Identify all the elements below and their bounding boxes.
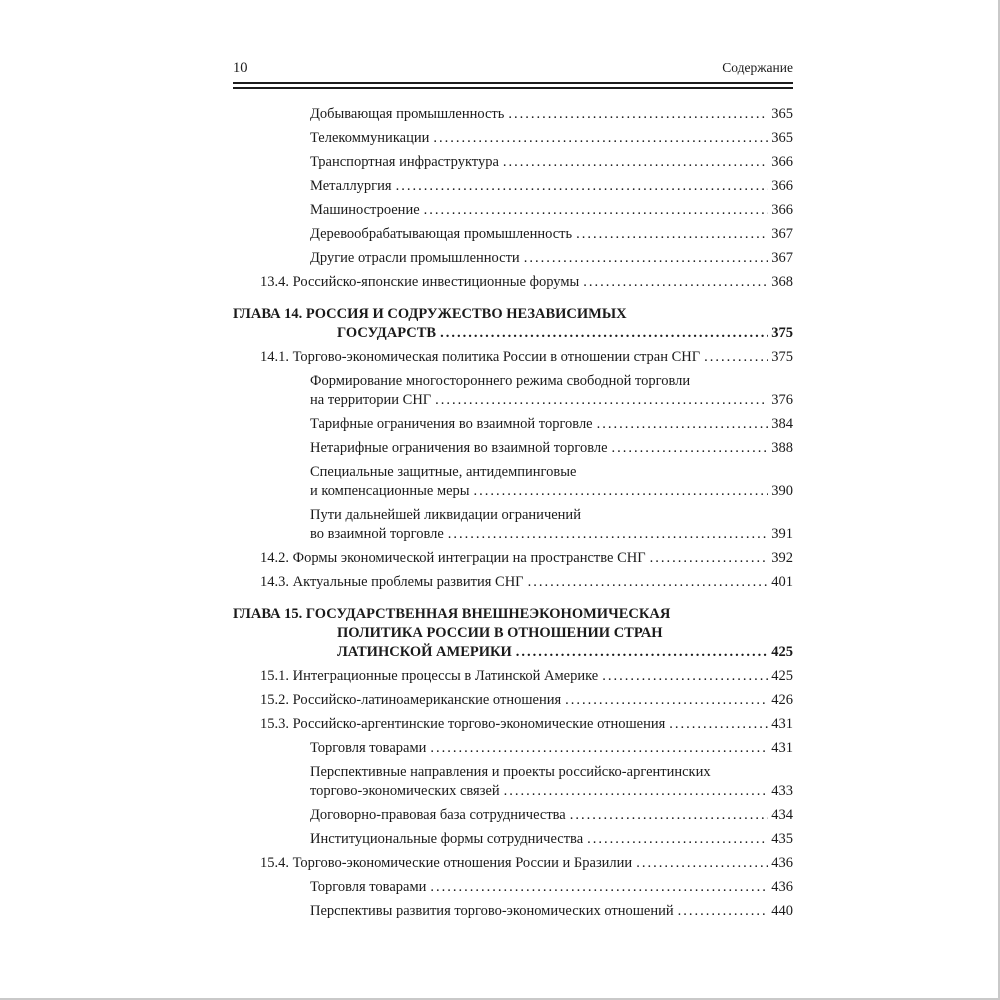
toc-entry-line [260, 715, 793, 734]
dot-leader [524, 249, 769, 268]
toc-entry-text: 15.2. Российско-латиноамериканские отношения [260, 692, 562, 708]
dot-leader [587, 830, 768, 849]
toc-entry-line [310, 782, 793, 801]
toc-entry-line [310, 225, 793, 244]
toc-entry-line [310, 878, 793, 897]
dot-leader [503, 153, 768, 172]
dot-leader [576, 225, 768, 244]
dot-leader [528, 573, 769, 592]
toc-entry-text: Договорно-правовая база сотрудничества [310, 807, 566, 823]
toc-entry [233, 605, 793, 662]
toc-entry [233, 372, 793, 410]
toc-entry-line [310, 372, 793, 391]
toc-entry-page: 440 [771, 903, 793, 919]
dot-leader [612, 439, 769, 458]
toc-entry [233, 153, 793, 172]
toc-entry-text: Другие отрасли промышленности [310, 250, 520, 266]
toc-entry-line [310, 105, 793, 124]
toc-entry [233, 739, 793, 758]
toc-entry [233, 715, 793, 734]
toc-entry-page: 431 [771, 740, 793, 756]
toc-entry-text: 14.2. Формы экономической интеграции на пространстве СНГ [260, 550, 646, 566]
toc-entry-text: ПОЛИТИКА РОССИИ В ОТНОШЕНИИ СТРАН [337, 625, 663, 641]
toc-entry-line [260, 549, 793, 568]
toc-entry-line [310, 129, 793, 148]
toc-entry-page: 426 [771, 692, 793, 708]
toc-entry [233, 439, 793, 458]
dot-leader [433, 129, 768, 148]
toc-entry-text: 14.1. Торгово-экономическая политика России в отношении стран СНГ [260, 349, 701, 365]
toc-entry [233, 105, 793, 124]
toc-entry-line [310, 806, 793, 825]
toc-entry [233, 305, 793, 343]
toc-entry-line [310, 525, 793, 544]
toc-entry-text: 14.3. Актуальные проблемы развития СНГ [260, 574, 524, 590]
toc-entry-page: 366 [771, 202, 793, 218]
toc-entry [233, 806, 793, 825]
toc-entry-text: ЛАТИНСКОЙ АМЕРИКИ [337, 644, 512, 660]
dot-leader [440, 324, 768, 343]
toc-entry-line [310, 153, 793, 172]
toc-entry-line [233, 305, 793, 324]
toc-entry-text: Транспортная инфраструктура [310, 154, 499, 170]
dot-leader [583, 273, 768, 292]
page-number: 10 [233, 60, 248, 76]
toc-entry [233, 177, 793, 196]
toc-entry-text: Тарифные ограничения во взаимной торговле [310, 416, 593, 432]
toc-entry-page: 436 [771, 879, 793, 895]
toc-entry [233, 854, 793, 873]
toc-entry-line [310, 763, 793, 782]
toc-entry-text: 15.1. Интеграционные процессы в Латинской Америке [260, 668, 599, 684]
toc-entry-line [310, 739, 793, 758]
toc-entry-text: ГЛАВА 14. РОССИЯ И СОДРУЖЕСТВО НЕЗАВИСИМЫХ [233, 306, 627, 322]
toc-entry-line [260, 667, 793, 686]
toc-entry-text: Добывающая промышленность [310, 106, 505, 122]
toc-entry [233, 830, 793, 849]
toc-entry-text: Перспективные направления и проекты российско-аргентинских [310, 764, 711, 780]
toc-entry [233, 348, 793, 367]
toc-entry-line [233, 324, 793, 343]
toc-entry-page: 384 [771, 416, 793, 432]
dot-leader [424, 201, 769, 220]
toc-entry-text: Машиностроение [310, 202, 420, 218]
toc-entry [233, 249, 793, 268]
dot-leader [474, 482, 769, 501]
toc-entry-page: 436 [771, 855, 793, 871]
toc-entry [233, 506, 793, 544]
toc-entry-text: и компенсационные меры [310, 483, 470, 499]
toc-entry-text: торгово-экономических связей [310, 783, 500, 799]
toc-entry [233, 691, 793, 710]
dot-leader [669, 715, 768, 734]
toc-entry-page: 365 [771, 106, 793, 122]
toc-entry-text: Телекоммуникации [310, 130, 430, 146]
toc-entry-page: 425 [771, 668, 793, 684]
toc-entry-text: 13.4. Российско-японские инвестиционные форумы [260, 274, 580, 290]
dot-leader [516, 643, 768, 662]
toc-entry-text: во взаимной торговле [310, 526, 444, 542]
toc-entry-line [260, 573, 793, 592]
toc-entry [233, 129, 793, 148]
toc-entry-page: 375 [771, 325, 793, 341]
toc-entry [233, 415, 793, 434]
toc-entry-page: 368 [771, 274, 793, 290]
dot-leader [448, 525, 768, 544]
toc-entry-line [310, 177, 793, 196]
toc-entry-line [310, 201, 793, 220]
toc-entry-page: 434 [771, 807, 793, 823]
toc-entry-line [260, 854, 793, 873]
dot-leader [430, 739, 768, 758]
toc-entry-page: 425 [771, 644, 793, 660]
toc-entry [233, 763, 793, 801]
toc-entry-text: ГОСУДАРСТВ [337, 325, 437, 341]
toc-entry-line [260, 348, 793, 367]
page-content [233, 60, 793, 926]
toc-entry-text: Металлургия [310, 178, 392, 194]
toc-entry-line [310, 415, 793, 434]
dot-leader [504, 782, 769, 801]
toc-entry-text: Торговля товарами [310, 740, 427, 756]
toc-entry-page: 435 [771, 831, 793, 847]
toc-entry-text: Пути дальнейшей ликвидации ограничений [310, 507, 581, 523]
dot-leader [704, 348, 768, 367]
toc-entry-page: 365 [771, 130, 793, 146]
dot-leader [435, 391, 768, 410]
toc-entry [233, 549, 793, 568]
toc-entry-text: ГЛАВА 15. ГОСУДАРСТВЕННАЯ ВНЕШНЕЭКОНОМИЧЕСКАЯ [233, 606, 671, 622]
toc-entry-line [310, 391, 793, 410]
toc-entry-line [310, 902, 793, 921]
toc-entry-page: 376 [771, 392, 793, 408]
toc-entry-text: Торговля товарами [310, 879, 427, 895]
toc-entry-page: 391 [771, 526, 793, 542]
dot-leader [602, 667, 768, 686]
toc-entry-line [310, 506, 793, 525]
dot-leader [650, 549, 769, 568]
toc-entry [233, 878, 793, 897]
toc-entry-line [233, 624, 793, 643]
dot-leader [597, 415, 769, 434]
dot-leader [565, 691, 768, 710]
toc-entry-text: Институциональные формы сотрудничества [310, 831, 584, 847]
toc-entry-line [260, 691, 793, 710]
toc-entry-page: 366 [771, 178, 793, 194]
toc-entry-text: 15.4. Торгово-экономические отношения России и Бразилии [260, 855, 633, 871]
toc-entry-line [310, 482, 793, 501]
toc-entry [233, 225, 793, 244]
toc-entry-line [310, 830, 793, 849]
toc-entry-text: Формирование многостороннего режима свободной торговли [310, 373, 691, 389]
toc-entry-page: 433 [771, 783, 793, 799]
toc-entry-page: 431 [771, 716, 793, 732]
toc-entry [233, 573, 793, 592]
toc-entry-page: 366 [771, 154, 793, 170]
dot-leader [430, 878, 768, 897]
dot-leader [636, 854, 768, 873]
toc-entry-text: Специальные защитные, антидемпинговые [310, 464, 577, 480]
toc-list [233, 105, 793, 921]
dot-leader [570, 806, 769, 825]
toc-entry [233, 463, 793, 501]
header-title: Содержание [722, 60, 793, 75]
toc-entry [233, 201, 793, 220]
toc-entry-page: 367 [771, 250, 793, 266]
toc-entry-text: Деревообрабатывающая промышленность [310, 226, 573, 242]
page-header [233, 60, 793, 77]
toc-entry [233, 667, 793, 686]
dot-leader [508, 105, 768, 124]
toc-entry [233, 273, 793, 292]
dot-leader [396, 177, 769, 196]
toc-entry-line [310, 249, 793, 268]
toc-entry-line [310, 439, 793, 458]
toc-entry-page: 401 [771, 574, 793, 590]
toc-entry-page: 367 [771, 226, 793, 242]
toc-entry-text: 15.3. Российско-аргентинские торгово-экономические отношения [260, 716, 666, 732]
toc-entry-line [310, 463, 793, 482]
toc-entry-line [260, 273, 793, 292]
toc-entry-text: Перспективы развития торгово-экономических отношений [310, 903, 674, 919]
toc-entry-line [233, 605, 793, 624]
toc-entry-page: 390 [771, 483, 793, 499]
toc-entry-page: 392 [771, 550, 793, 566]
toc-entry-text: на территории СНГ [310, 392, 432, 408]
dot-leader [678, 902, 769, 921]
toc-entry-page: 375 [771, 349, 793, 365]
toc-entry-text: Нетарифные ограничения во взаимной торговле [310, 440, 608, 456]
header-double-rule [233, 82, 793, 89]
toc-entry [233, 902, 793, 921]
toc-entry-line [233, 643, 793, 662]
toc-entry-page: 388 [771, 440, 793, 456]
